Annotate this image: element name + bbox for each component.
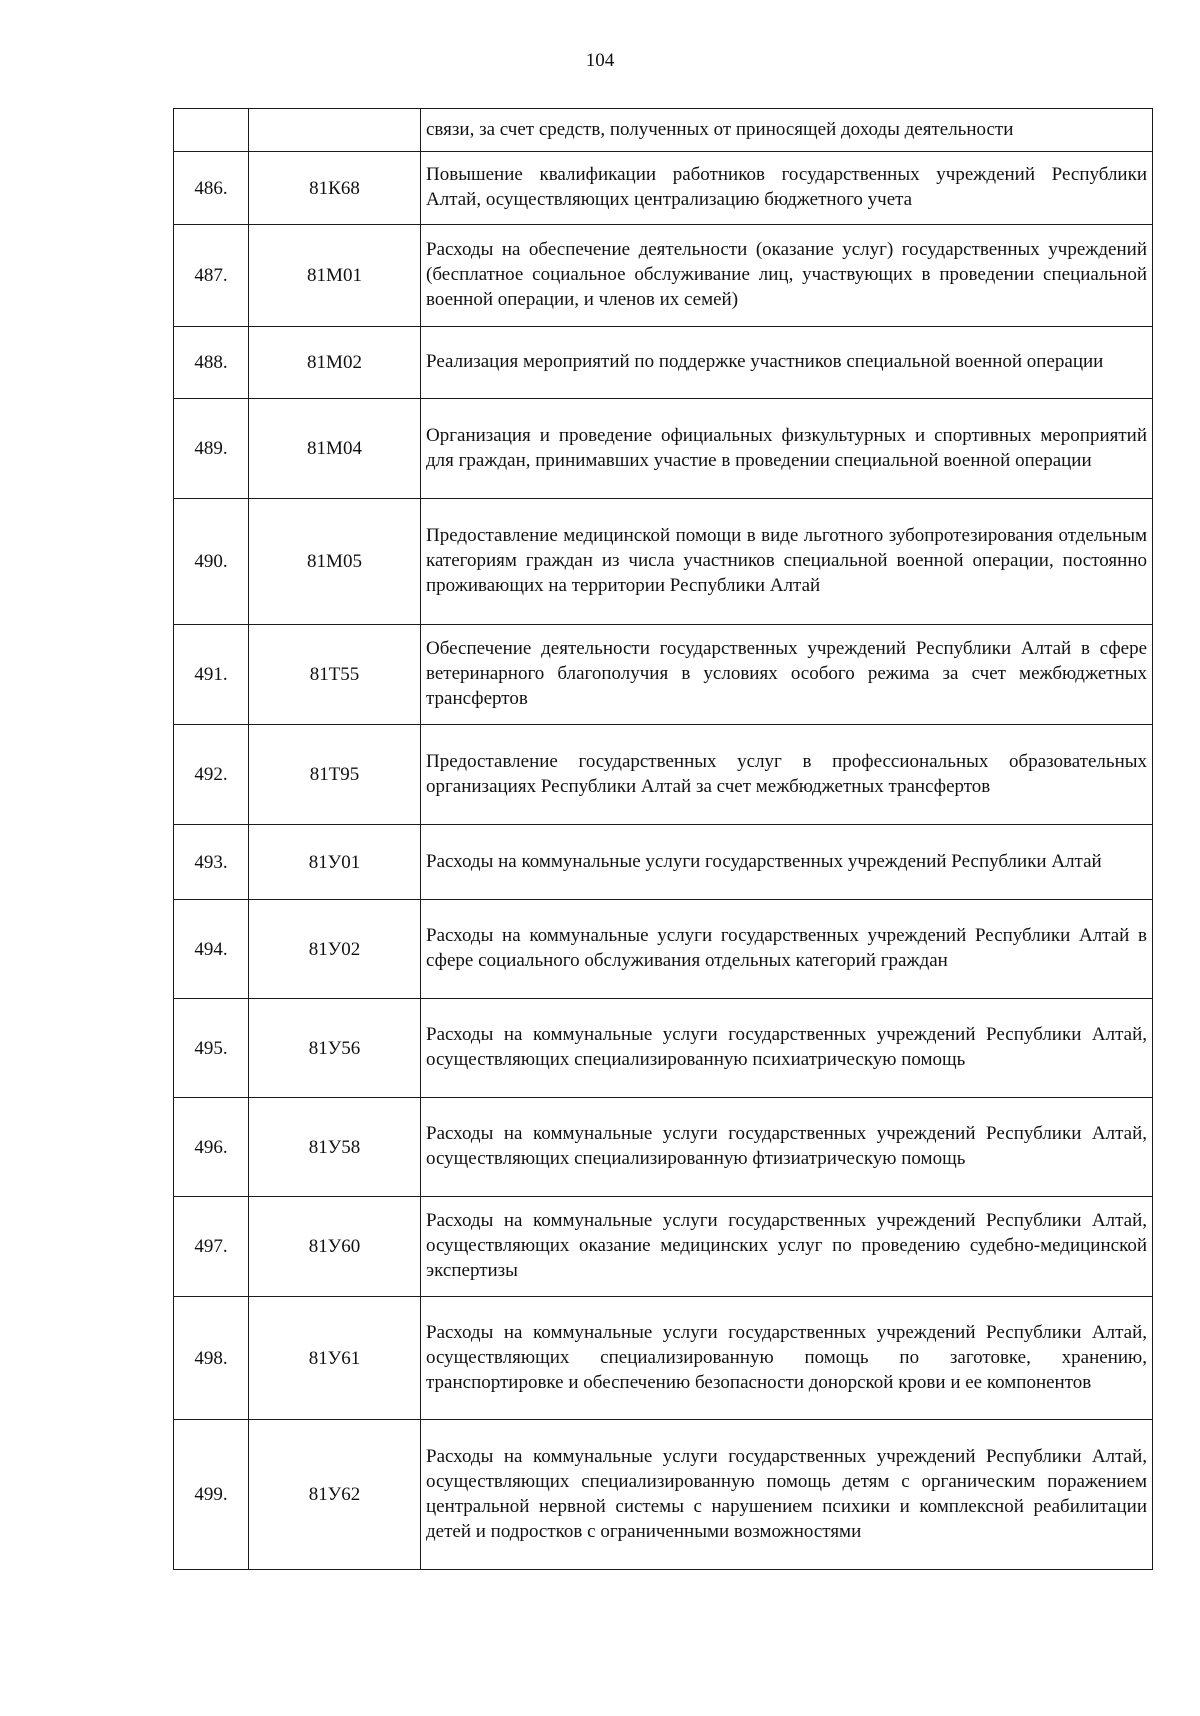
row-description: Предоставление государственных услуг в профессиональных образовательных организациях Республики Алтай за счет межбюджетных трансфертов	[421, 725, 1153, 825]
table-row	[174, 725, 1153, 825]
row-description: Расходы на коммунальные услуги государственных учреждений Республики Алтай, осуществляющих специализированную фтизиатрическую помощь	[421, 1098, 1153, 1197]
row-description: связи, за счет средств, полученных от приносящей доходы деятельности	[421, 109, 1153, 152]
row-code: 81М04	[249, 399, 421, 499]
row-number: 498.	[174, 1297, 249, 1420]
row-number: 494.	[174, 900, 249, 999]
row-number: 499.	[174, 1420, 249, 1570]
table-row	[174, 499, 1153, 625]
row-description: Повышение квалификации работников государственных учреждений Республики Алтай, осуществляющих централизацию бюджетного учета	[421, 152, 1153, 225]
table-row	[174, 327, 1153, 399]
row-code: 81У62	[249, 1420, 421, 1570]
row-number: 490.	[174, 499, 249, 625]
row-description: Расходы на коммунальные услуги государственных учреждений Республики Алтай в сфере социального обслуживания отдельных категорий граждан	[421, 900, 1153, 999]
table-row	[174, 1098, 1153, 1197]
row-number: 496.	[174, 1098, 249, 1197]
row-description: Организация и проведение официальных физкультурных и спортивных мероприятий для граждан, принимавших участие в проведении специальной военной операции	[421, 399, 1153, 499]
row-description: Расходы на коммунальные услуги государственных учреждений Республики Алтай	[421, 825, 1153, 900]
table-row-continuation	[174, 109, 1153, 152]
table-row	[174, 399, 1153, 499]
row-code	[249, 109, 421, 152]
row-description: Реализация мероприятий по поддержке участников специальной военной операции	[421, 327, 1153, 399]
row-description: Расходы на коммунальные услуги государственных учреждений Республики Алтай, осуществляющих специализированную психиатрическую помощь	[421, 999, 1153, 1098]
row-description: Расходы на коммунальные услуги государственных учреждений Республики Алтай, осуществляющих оказание медицинских услуг по проведению судебно-медицинской экспертизы	[421, 1197, 1153, 1297]
row-code: 81У61	[249, 1297, 421, 1420]
row-code: 81М05	[249, 499, 421, 625]
row-code: 81У01	[249, 825, 421, 900]
row-number: 493.	[174, 825, 249, 900]
row-code: 81У60	[249, 1197, 421, 1297]
row-code: 81М01	[249, 225, 421, 327]
row-code: 81Т55	[249, 625, 421, 725]
row-description: Расходы на коммунальные услуги государственных учреждений Республики Алтай, осуществляющих специализированную помощь по заготовке, хранению, транспортировке и обеспечению безопасности донорской крови и ее компонентов	[421, 1297, 1153, 1420]
row-number: 489.	[174, 399, 249, 499]
row-description: Обеспечение деятельности государственных учреждений Республики Алтай в сфере ветеринарного благополучия в условиях особого режима за счет межбюджетных трансфертов	[421, 625, 1153, 725]
table-row	[174, 152, 1153, 225]
row-code: 81К68	[249, 152, 421, 225]
row-description: Расходы на обеспечение деятельности (оказание услуг) государственных учреждений (бесплатное социальное обслуживание лиц, участвующих в проведении специальной военной операции, и членов их семей)	[421, 225, 1153, 327]
row-code: 81У02	[249, 900, 421, 999]
table-row	[174, 999, 1153, 1098]
row-number: 488.	[174, 327, 249, 399]
table-row	[174, 1297, 1153, 1420]
table-row	[174, 625, 1153, 725]
table-row	[174, 1420, 1153, 1570]
page-number: 104	[585, 50, 615, 71]
table-row	[174, 225, 1153, 327]
row-number: 497.	[174, 1197, 249, 1297]
row-code: 81У56	[249, 999, 421, 1098]
row-description: Предоставление медицинской помощи в виде льготного зубопротезирования отдельным категориям граждан из числа участников специальной военной операции, постоянно проживающих на территории Республики Алтай	[421, 499, 1153, 625]
row-number: 491.	[174, 625, 249, 725]
row-number: 486.	[174, 152, 249, 225]
row-code: 81Т95	[249, 725, 421, 825]
row-number: 492.	[174, 725, 249, 825]
row-number	[174, 109, 249, 152]
expense-codes-table	[173, 108, 1153, 1570]
row-code: 81М02	[249, 327, 421, 399]
table-row	[174, 1197, 1153, 1297]
row-description: Расходы на коммунальные услуги государственных учреждений Республики Алтай, осуществляющих специализированную помощь детям с органическим поражением центральной нервной системы с нарушением психики и комплексной реабилитации детей и подростков с ограниченными возможностями	[421, 1420, 1153, 1570]
table-row	[174, 900, 1153, 999]
row-number: 487.	[174, 225, 249, 327]
row-code: 81У58	[249, 1098, 421, 1197]
table-row	[174, 825, 1153, 900]
row-number: 495.	[174, 999, 249, 1098]
